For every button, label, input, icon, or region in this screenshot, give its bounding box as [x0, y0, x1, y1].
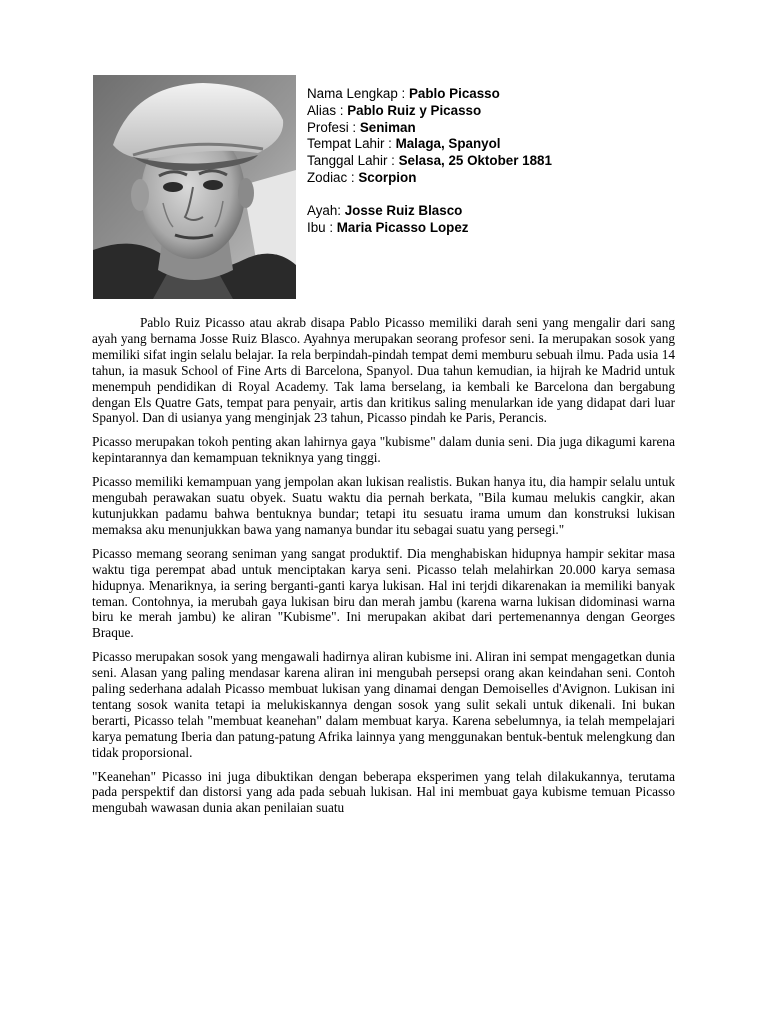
zodiac-row — [307, 170, 707, 187]
zodiac-label: Zodiac : — [307, 169, 359, 185]
birthdate-row — [307, 153, 707, 170]
portrait-photo-icon — [93, 75, 296, 299]
father-label: Ayah: — [307, 202, 345, 218]
zodiac-value: Scorpion — [358, 169, 417, 185]
paragraph-6: "Keanehan" Picasso ini juga dibuktikan dengan beberapa eksperimen yang telah dilakukannya, terutama pada perspektif dan distorsi yang ada pada sebuah lukisan. Hal ini membuat gaya kubisme temuan Picasso mengubah wawasan dunia akan penilaian suatu — [92, 768, 675, 816]
father-row — [307, 203, 707, 220]
paragraph-1: Pablo Ruiz Picasso atau akrab disapa Pablo Picasso memiliki darah seni yang mengalir dari sang ayah yang bernama Josse Ruiz Blasco. Ayahnya merupakan seorang profesor seni. Ia merupakan sosok yang memiliki sifat ingin selalu belajar. Ia rela berpindah-pindah tempat demi memburu sebuah ilmu. Pada usia 14 tahun, ia masuk School of Fine Arts di Barcelona, Spanyol. Dua tahun kemudian, ia hijrah ke Madrid untuk menempuh pendidikan di Royal Academy. Tak lama berselang, ia kembali ke Barcelona dan bergabung dengan Els Quatre Gats, tempat para penyair, artis dan kritikus saling menularkan ide yang didapat dari luar Spanyol. Dan di usianya yang menginjak 23 tahun, Picasso pindah ke Paris, Perancis. — [92, 315, 675, 426]
profession-row — [307, 120, 707, 137]
paragraph-2: Picasso merupakan tokoh penting akan lahirnya gaya "kubisme" dalam dunia seni. Dia juga dikagumi karena kepintarannya dan kemampuan tekniknya yang tinggi. — [92, 434, 675, 466]
alias-row — [307, 103, 707, 120]
mother-row — [307, 220, 707, 237]
paragraph-5: Picasso merupakan sosok yang mengawali hadirnya aliran kubisme ini. Aliran ini sempat mengagetkan dunia seni. Alasan yang paling mendasar karena aliran ini mengubah persepsi orang akan keindahan seni. Contoh paling sederhana adalah Picasso membuat lukisan yang dinamai dengan Demoiselles d'Avignon. Lukisan ini tentang sosok wanita tetapi ia melukiskannya dengan sosok yang sulit sekali untuk dikenali. Ini bukan berarti, Picasso telah "membuat keanehan" dalam membuat karya. Karena sebelumnya, ia telah mempelajari karya pematung Iberia dan patung-patung Afrika lainnya yang menggunakan bentuk-bentuk melengkung dan tidak proporsional. — [92, 649, 675, 760]
mother-label: Ibu : — [307, 219, 337, 235]
birthdate-label: Tanggal Lahir : — [307, 153, 399, 169]
birthplace-label: Tempat Lahir : — [307, 136, 396, 152]
paragraph-4: Picasso memang seorang seniman yang sangat produktif. Dia menghabiskan hidupnya hampir sekitar masa waktu tiga perempat abad untuk menciptakan karya seni. Picasso telah melahirkan 20.000 karya semasa hidupnya. Menariknya, ia sering berganti-ganti karya lukisan. Hal ini terjdi dikarenakan ia memiliki banyak teman. Contohnya, ia merubah gaya lukisan biru dan merah jambu (karena warna lukisan didominasi warna biru ke merah jambu) ke aliran "Kubisme". Ini merupakan akibat dari pertemenannya dengan Georges Braque. — [92, 545, 675, 641]
birthplace-value: Malaga, Spanyol — [395, 136, 501, 152]
full-name-label: Nama Lengkap : — [307, 86, 409, 101]
birthplace-row — [307, 136, 707, 153]
spacer — [307, 187, 707, 203]
full-name-row — [307, 86, 707, 103]
portrait-photo — [93, 75, 296, 299]
alias-label: Alias : — [307, 102, 348, 118]
bio-info — [307, 86, 707, 236]
mother-value: Maria Picasso Lopez — [336, 219, 469, 235]
alias-value: Pablo Ruiz y Picasso — [347, 102, 482, 118]
birthdate-value: Selasa, 25 Oktober 1881 — [398, 153, 552, 169]
profession-value: Seniman — [359, 119, 416, 135]
article-body — [92, 315, 675, 824]
full-name-value: Pablo Picasso — [408, 86, 500, 101]
paragraph-3: Picasso memiliki kemampuan yang jempolan akan lukisan realistis. Bukan hanya itu, dia hampir selalu untuk mengubah perawakan suatu obyek. Suatu waktu dia pernah berkata, "Bila kumau melukis cangkir, akan kutunjukkan padamu bahwa bentuknya bundar; tetapi itu sesuatu irama umum dan konstruksi lukisan memaksa aku menunjukkan bawa yang namanya bundar itu sebagai suatu yang persegi." — [92, 474, 675, 537]
father-value: Josse Ruiz Blasco — [344, 202, 463, 218]
profession-label: Profesi : — [307, 119, 360, 135]
